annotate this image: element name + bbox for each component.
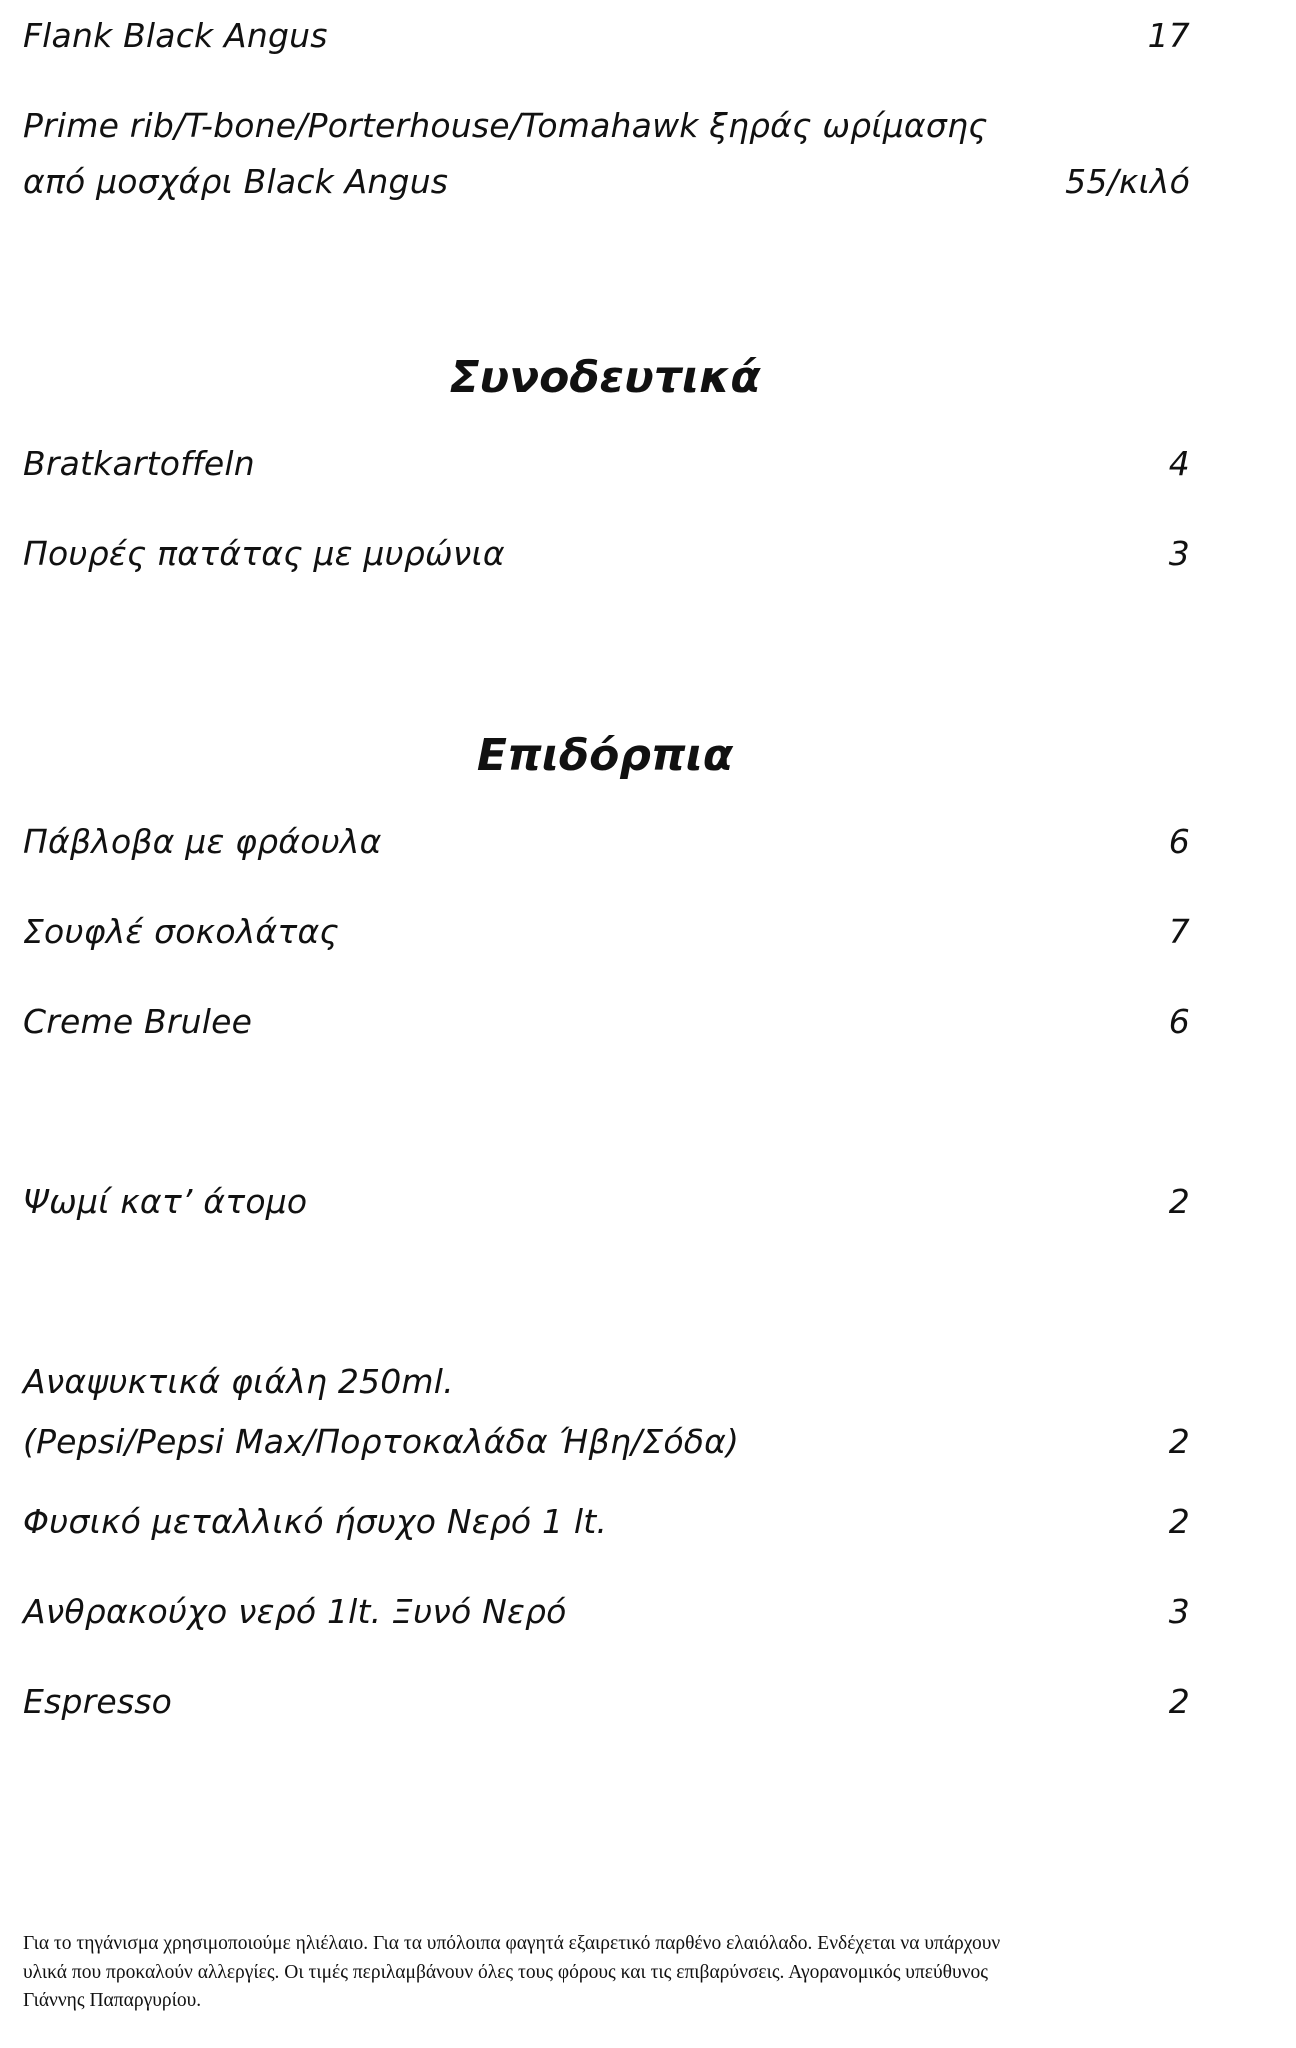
- section-heading-desserts: Επιδόρπια: [476, 730, 734, 781]
- item-name: Πουρές πατάτας με μυρώνια: [23, 534, 505, 573]
- item-name: Flank Black Angus: [23, 16, 328, 55]
- item-price: 3: [1168, 534, 1190, 573]
- section-heading-sides: Συνοδευτικά: [449, 352, 761, 403]
- item-price: 17: [1147, 16, 1190, 55]
- footer-line: Γιάννης Παπαργυρίου.: [23, 1990, 202, 2011]
- footer-line: υλικά που προκαλούν αλλεργίες. Οι τιμές περιλαμβάνουν όλες τους φόρους και τις επιβαρύνσεις. Αγορανομικός υπεύθυνος: [23, 1961, 988, 1983]
- item-name: Σουφλέ σοκολάτας: [23, 912, 339, 951]
- item-price: 2: [1168, 1502, 1190, 1541]
- item-price: 55/κιλό: [1065, 162, 1190, 201]
- item-price: 6: [1168, 822, 1190, 861]
- menu-item-sparkling-water: [23, 1582, 1190, 1642]
- menu-item-soft-drinks-line2: [23, 1412, 1190, 1472]
- item-name: Πάβλοβα με φράουλα: [23, 822, 382, 861]
- item-price: 3: [1168, 1592, 1190, 1631]
- menu-item-bread: [23, 1172, 1190, 1232]
- menu-item-pure: [23, 524, 1190, 584]
- item-name: Φυσικό μεταλλικό ήσυχο Νερό 1 lt.: [23, 1502, 608, 1541]
- menu-item-flank: [23, 6, 1190, 66]
- menu-item-still-water: [23, 1492, 1190, 1552]
- item-price: 2: [1168, 1682, 1190, 1721]
- footer-line: Για το τηγάνισμα χρησιμοποιούμε ηλιέλαιο. Για τα υπόλοιπα φαγητά εξαιρετικό παρθένο ελαιόλαδο. Ενδέχεται να υπάρχουν: [23, 1933, 1001, 1954]
- item-name: Espresso: [23, 1682, 173, 1721]
- item-name-line1: Prime rib/T-bone/Porterhouse/Tomahawk ξηράς ωρίμασης: [23, 106, 988, 145]
- item-name-line2: (Pepsi/Pepsi Max/Πορτοκαλάδα Ήβη/Σόδα): [23, 1422, 740, 1461]
- item-name-line2: από μοσχάρι Black Angus: [23, 162, 449, 201]
- item-name: Bratkartoffeln: [23, 444, 255, 483]
- item-name-line1: Αναψυκτικά φιάλη 250ml.: [23, 1362, 454, 1401]
- item-price: 2: [1168, 1422, 1190, 1461]
- item-price: 4: [1168, 444, 1190, 483]
- menu-item-bratkartoffeln: [23, 434, 1190, 494]
- menu-item-creme-brulee: [23, 992, 1190, 1052]
- menu-item-souffle: [23, 902, 1190, 962]
- item-price: 6: [1168, 1002, 1190, 1041]
- menu-item-soft-drinks: [23, 1352, 1190, 1412]
- menu-item-prime-rib-line2: [23, 152, 1190, 212]
- item-price: 7: [1168, 912, 1190, 951]
- item-name: Ανθρακούχο νερό 1lt. Ξυνό Νερό: [23, 1592, 567, 1631]
- menu-item-prime-rib: [23, 96, 1190, 156]
- menu-item-espresso: [23, 1672, 1190, 1732]
- item-name: Ψωμί κατ’ άτομο: [23, 1182, 308, 1221]
- footer-note: [23, 1930, 1203, 2016]
- item-price: 2: [1168, 1182, 1190, 1221]
- item-name: Creme Brulee: [23, 1002, 253, 1041]
- menu-item-pavlova: [23, 812, 1190, 872]
